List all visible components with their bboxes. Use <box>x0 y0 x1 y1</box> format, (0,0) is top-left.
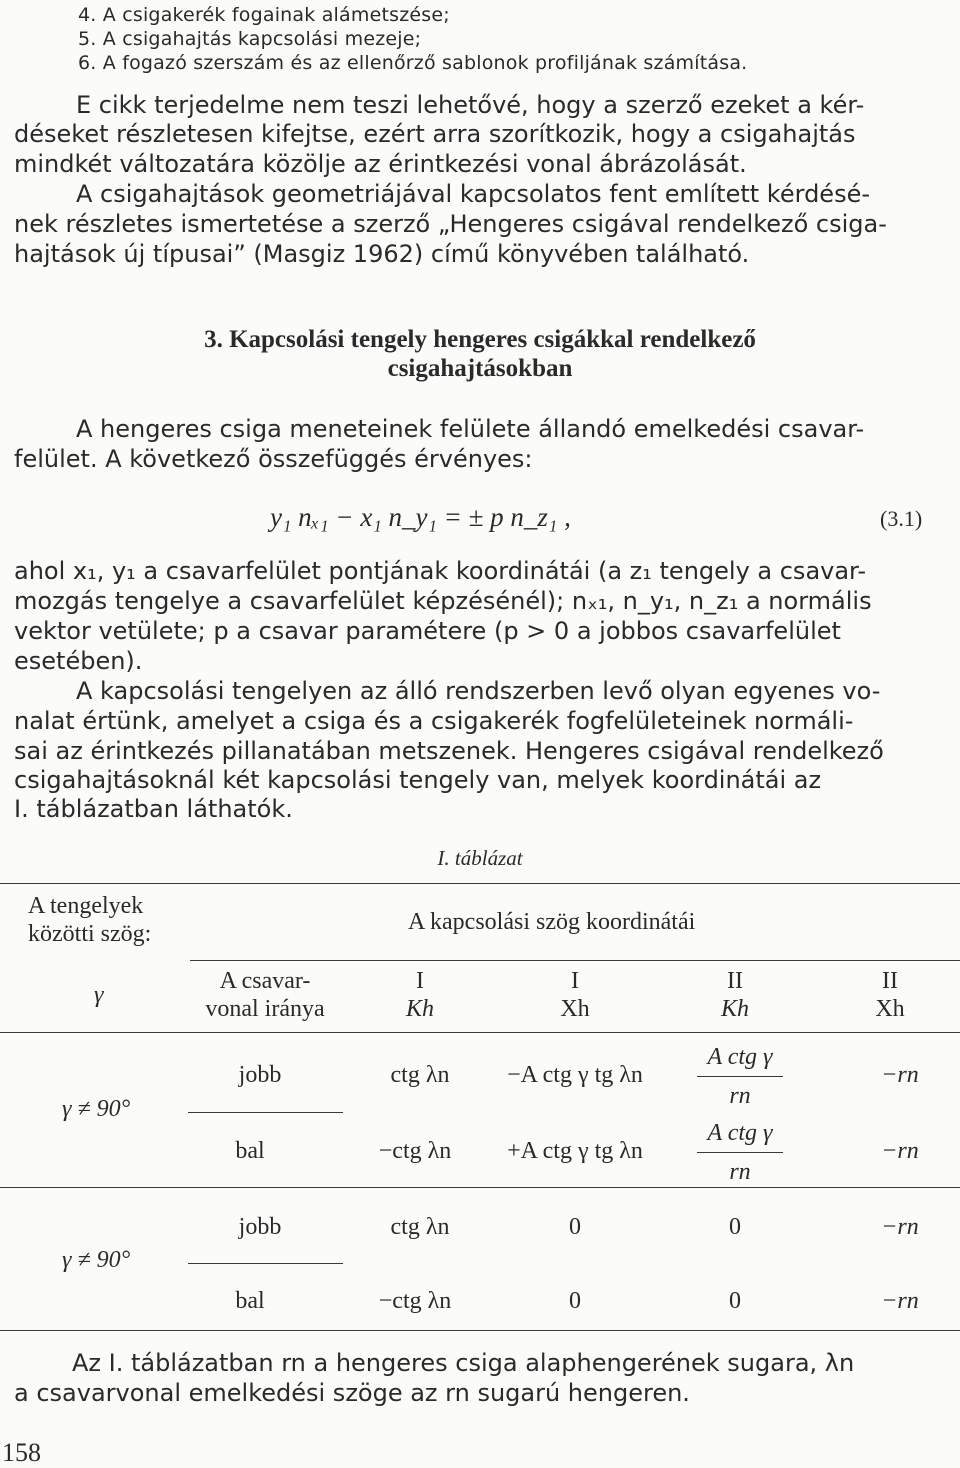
table-row-4-dir: bal <box>235 1288 265 1314</box>
table-rule-top <box>0 883 960 884</box>
table-head-right: A kapcsolási szög koordinátái <box>408 909 696 935</box>
table-row-3-dir: jobb <box>238 1214 282 1240</box>
table-row-1-k2-num: A ctg γ <box>707 1044 773 1070</box>
group-2-label: γ ≠ 90° <box>62 1247 131 1273</box>
para2-line-1: A csigahajtások geometriájával kapcsolatos fent említett kérdésé- <box>76 180 870 208</box>
table-row-4-x1: 0 <box>569 1288 581 1314</box>
table-row-1-dir: jobb <box>238 1062 282 1088</box>
group-2-separator <box>188 1263 343 1264</box>
table-row-4-x2: −rn <box>881 1288 919 1314</box>
table-head-left-1: A tengelyek <box>28 893 144 919</box>
para4-line-1: ahol x₁, y₁ a csavarfelület pontjának koordinátái (a z₁ tengely a csavar- <box>14 557 867 585</box>
para4-line-3: vektor vetülete; p a csavar paramétere (p > 0 a jobbos csavarfelület <box>14 617 841 645</box>
para5-line-3: sai az érintkezés pillanatában metszenek. Hengeres csigával rendelkező <box>14 737 884 765</box>
col-x1-bottom: Xh <box>560 996 590 1022</box>
para5-line-1: A kapcsolási tengelyen az álló rendszerben levő olyan egyenes vo- <box>76 677 881 705</box>
table-row-2-k1: −ctg λn <box>378 1138 452 1164</box>
table-head-left-2: közötti szög: <box>28 921 152 947</box>
table-caption: I. táblázat <box>437 846 523 870</box>
col-k1-bottom: Kh <box>405 996 434 1022</box>
table-row-3-k2: 0 <box>729 1214 741 1240</box>
table-row-4-k1: −ctg λn <box>378 1288 452 1314</box>
col-x1-top: I <box>571 968 579 994</box>
col-x2-bottom: Xh <box>875 996 905 1022</box>
equation-3-1: y₁ nₓ₁ − x₁ n_y₁ = ± p n_z₁ , <box>270 502 571 532</box>
list-item-5: 5. A csigahajtás kapcsolási mezeje; <box>78 28 422 50</box>
list-item-4: 4. A csigakerék fogainak alámetszése; <box>78 4 450 26</box>
para5-line-2: nalat értünk, amelyet a csiga és a csigakerék fogfelületeinek normáli- <box>14 707 854 735</box>
table-row-2-k2-fraction-bar <box>697 1152 783 1153</box>
table-row-2-x2: −rn <box>881 1138 919 1164</box>
table-rule-head-bottom <box>0 1032 960 1033</box>
table-row-1-x2: −rn <box>881 1062 919 1088</box>
table-row-4-k2: 0 <box>729 1288 741 1314</box>
col-k1-top: I <box>416 968 424 994</box>
col-k2-top: II <box>727 968 743 994</box>
col-k2-bottom: Kh <box>720 996 749 1022</box>
para1-line-3: mindkét változatára közölje az érintkezési vonal ábrázolását. <box>14 150 747 178</box>
table-row-1-k2-fraction-bar <box>697 1076 783 1077</box>
list-item-6: 6. A fogazó szerszám és az ellenőrző sablonok profiljának számítása. <box>78 52 748 74</box>
col-dir-head-1: A csavar- <box>219 968 311 994</box>
group-1-label: γ ≠ 90° <box>62 1096 131 1122</box>
para3-line-2: felület. A következő összefüggés érvényes: <box>14 445 533 473</box>
table-row-2-dir: bal <box>235 1138 265 1164</box>
para6-line-2: a csavarvonal emelkedési szöge az rn sugarú hengeren. <box>14 1379 690 1407</box>
para2-line-2: nek részletes ismertetése a szerző „Hengeres csigával rendelkező csiga- <box>14 210 887 238</box>
table-row-1-k2-den: rn <box>729 1083 751 1109</box>
col-x2-top: II <box>882 968 898 994</box>
para5-line-5: I. táblázatban láthatók. <box>14 795 293 823</box>
table-rule-group <box>0 1187 960 1188</box>
para4-line-4: esetében). <box>14 647 143 675</box>
table-row-3-x2: −rn <box>881 1214 919 1240</box>
para4-line-2: mozgás tengelye a csavarfelület képzésénél); nₓ₁, n_y₁, n_z₁ a normális <box>14 587 872 615</box>
equation-number: (3.1) <box>880 506 923 531</box>
table-rule-bottom <box>0 1330 960 1331</box>
table-row-1-k1: ctg λn <box>390 1062 450 1088</box>
table-row-2-x1: +A ctg γ tg λn <box>507 1138 643 1164</box>
section-heading-line-1: 3. Kapcsolási tengely hengeres csigákkal rendelkező <box>204 326 756 353</box>
table-row-2-k2-den: rn <box>729 1159 751 1185</box>
col-gamma-head: γ <box>94 982 104 1008</box>
table-rule-subhead <box>190 960 960 961</box>
table-row-1-x1: −A ctg γ tg λn <box>507 1062 643 1088</box>
para5-line-4: csigahajtásoknál két kapcsolási tengely van, melyek koordinátái az <box>14 766 822 794</box>
table-row-3-k1: ctg λn <box>390 1214 450 1240</box>
table-row-3-x1: 0 <box>569 1214 581 1240</box>
section-heading-line-2: csigahajtásokban <box>387 355 573 382</box>
page-number: 158 <box>2 1438 41 1467</box>
table-row-2-k2-num: A ctg γ <box>707 1120 773 1146</box>
para1-line-1: E cikk terjedelme nem teszi lehetővé, hogy a szerző ezeket a kér- <box>76 91 865 119</box>
para3-line-1: A hengeres csiga meneteinek felülete állandó emelkedési csavar- <box>76 415 865 443</box>
para2-line-3: hajtások új típusai” (Masgiz 1962) című könyvében található. <box>14 240 750 268</box>
col-dir-head-2: vonal iránya <box>205 996 325 1022</box>
group-1-separator <box>188 1112 343 1113</box>
para1-line-2: déseket részletesen kifejtse, ezért arra szorítkozik, hogy a csigahajtás <box>14 120 856 148</box>
para6-line-1: Az I. táblázatban rn a hengeres csiga alaphengerének sugara, λn <box>72 1349 855 1377</box>
